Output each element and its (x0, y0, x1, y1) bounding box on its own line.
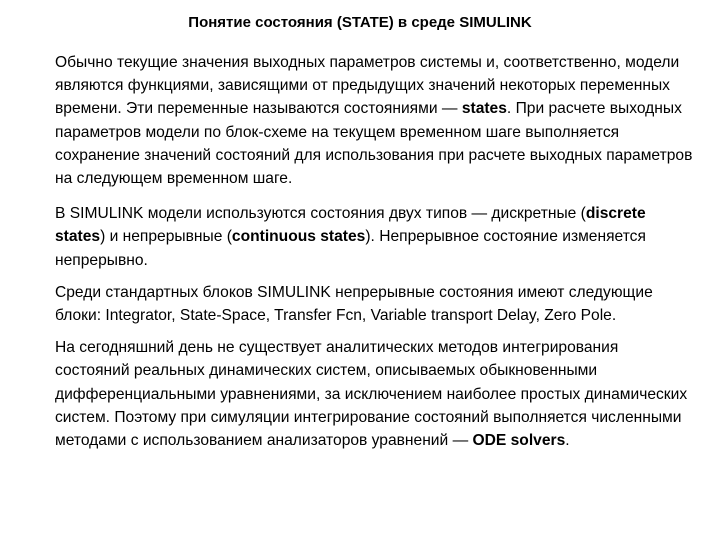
paragraph-2-text-after: ). Непрерывное состояние изменяется непрерывно. (55, 228, 646, 269)
paragraph-continuous-blocks: Среди стандартных блоков SIMULINK непрерывные состояния имеют следующие блоки: Integrator, State-Space, Transfer Fcn, Variable transport Delay, Zero Pole. (55, 283, 653, 325)
paragraph-4-text-before: На сегодняшний день не существует аналитических методов интегрирования состояний реальных динамических систем, описываемых обыкновенными дифференциальными уравнениями, за исключением наиболее простых динамических систем. Поэтому при симуляции интегрирование состояний выполняется численными методами с использованием анализаторов уравнений — (55, 339, 688, 450)
term-ode-solvers: ODE solvers (472, 432, 566, 450)
term-discrete-states: discrete states (55, 205, 646, 246)
term-continuous-states: continuous states (231, 228, 366, 246)
paragraph-ode-solvers (55, 336, 695, 452)
paragraph-4-text-after: . (565, 432, 570, 450)
paragraph-1-text-after: . При расчете выходных параметров модели по блок-схеме на текущем временном шаге выполняется сохранение значений состояний для использования при расчете выходных параметров на следующем временном шаге. (55, 100, 693, 188)
paragraph-2-text-before: В SIMULINK модели используются состояния двух типов — дискретные ( (55, 205, 586, 223)
paragraph-2-text-middle: ) и непрерывные ( (100, 228, 232, 246)
paragraph-state-types (55, 202, 695, 272)
slide-title: Понятие состояния (STATE) в среде SIMULINK (188, 14, 532, 31)
paragraph-states-definition (55, 51, 695, 190)
term-states: states (461, 100, 507, 118)
paragraph-1-text-before: Обычно текущие значения выходных параметров системы и, соответственно, модели являются функциями, зависящими от предыдущих значений некоторых переменных времени. Эти переменные называются состояниями — (55, 54, 680, 118)
slide-body (55, 51, 695, 452)
